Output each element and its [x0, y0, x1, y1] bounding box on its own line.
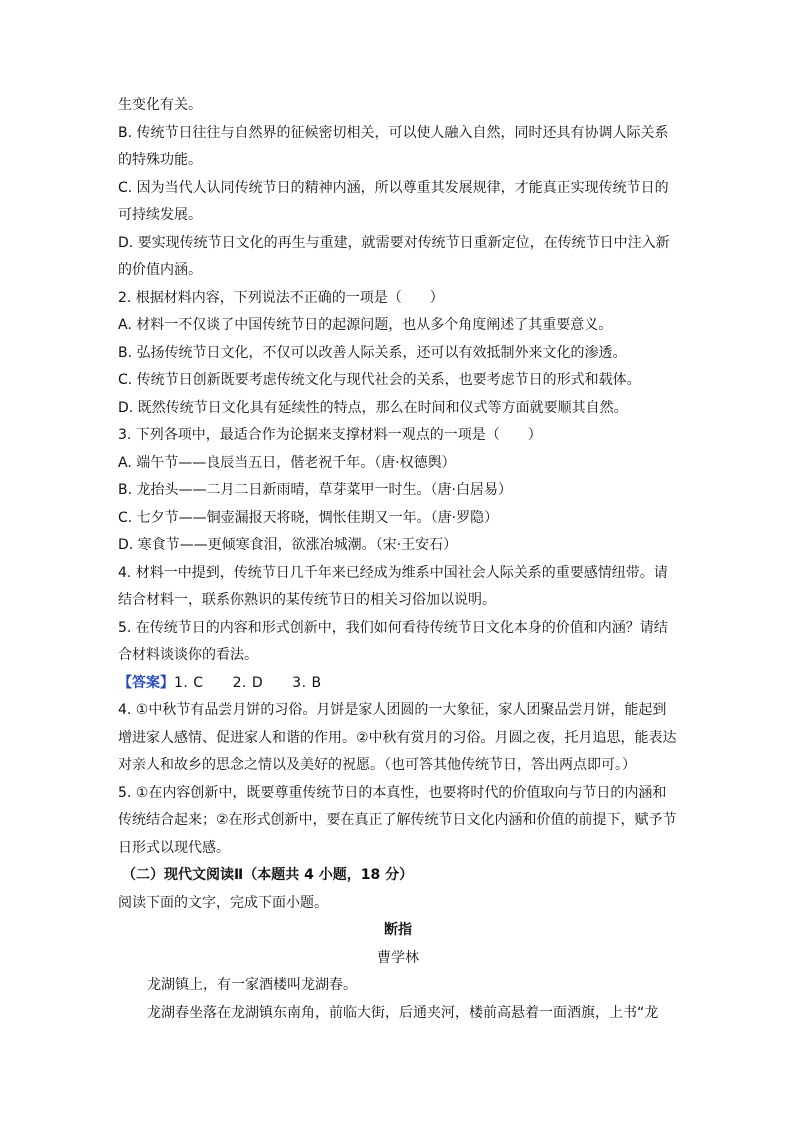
text-line: 的价值内涵。 — [118, 262, 202, 278]
option-d-line: D. 要实现传统节日文化的再生与重建，就需要对传统节日重新定位，在传统节日中注入新 — [118, 234, 670, 251]
question-4: 4. 材料一中提到，传统节日几千年来已经成为维系中国社会人际关系的重要感情纽带。请 — [118, 564, 668, 581]
question-2-option-b: B. 弘扬传统节日文化，不仅可以改善人际关系，还可以有效抵制外来文化的渗透。 — [118, 344, 627, 361]
question-3-option-a: A. 端午节——良辰当五日，偕老祝千年。（唐·权德舆） — [118, 454, 456, 471]
question-2: 2. 根据材料内容，下列说法不正确的一项是（ ） — [118, 289, 444, 306]
story-title: 断指 — [384, 922, 412, 938]
answer-tag: 【答案】 — [118, 674, 174, 691]
option-c-line: C. 因为当代人认同传统节日的精神内涵，所以尊重其发展规律，才能真正实现传统节日的 — [118, 179, 669, 196]
text-line: 可持续发展。 — [118, 207, 202, 223]
answer-4-line-3: 对亲人和故乡的思念之情以及美好的祝愿。（也可答其他传统节日，答出两点即可。） — [118, 757, 636, 773]
question-3-option-c: C. 七夕节——铜壶漏报天将晓，惆怅佳期又一年。（唐·罗隐） — [118, 509, 499, 526]
question-5: 5. 在传统节日的内容和形式创新中，我们如何看待传统节日文化本身的价值和内涵？请结 — [118, 619, 668, 636]
section-heading: （二）现代文阅读Ⅱ（本题共 4 小题，18 分） — [122, 867, 414, 883]
answer-4-line-1: 4. ①中秋节有品尝月饼的习俗。月饼是家人团圆的一大象征，家人团聚品尝月饼，能起到 — [118, 702, 667, 718]
question-3-option-b: B. 龙抬头——二月二日新雨晴，草芽菜甲一时生。（唐·白居易） — [118, 482, 512, 498]
document-page — [118, 92, 678, 1027]
option-b-line: B. 传统节日往往与自然界的征候密切相关，可以使人融入自然，同时还具有协调人际关系 — [118, 124, 669, 141]
answer-5-line-2: 传统结合起来；②在形式创新中，要在真正了解传统节日文化内涵和价值的前提下，赋予节 — [118, 812, 677, 828]
question-3: 3. 下列各项中，最适合作为论据来支撑材料一观点的一项是（ ） — [118, 427, 542, 443]
text-line: 生变化有关。 — [118, 97, 202, 113]
question-2-option-d: D. 既然传统节日文化具有延续性的特点，那么在时间和仪式等方面就要顺其自然。 — [118, 399, 628, 416]
question-5-continued: 合材料谈谈你的看法。 — [118, 647, 258, 663]
story-paragraph: 龙湖春坐落在龙湖镇东南角，前临大街，后通夹河，楼前高悬着一面酒旗，上书“龙 — [147, 1004, 659, 1021]
instruction-text: 阅读下面的文字，完成下面小题。 — [118, 894, 328, 911]
story-author: 曹学林 — [377, 949, 419, 966]
story-paragraph: 龙湖镇上，有一家酒楼叫龙湖春。 — [147, 977, 357, 993]
answer-line — [118, 670, 678, 698]
question-2-option-a: A. 材料一不仅谈了中国传统节日的起源问题，也从多个角度阐述了其重要意义。 — [118, 317, 613, 333]
answer-choices: 1. C 2. D 3. B — [174, 674, 322, 691]
text-line: 的特殊功能。 — [118, 152, 202, 168]
question-2-option-c: C. 传统节日创新既要考虑传统文化与现代社会的关系，也要考虑节日的形式和载体。 — [118, 372, 641, 388]
question-3-option-d: D. 寒食节——更倾寒食泪，欲涨冶城潮。（宋·王安石） — [118, 537, 458, 553]
question-4-continued: 结合材料一，联系你熟识的某传统节日的相关习俗加以说明。 — [118, 592, 496, 608]
answer-5-line-1: 5. ①在内容创新中，既要尊重传统节日的本真性，也要将时代的价值取向与节日的内涵和 — [118, 784, 667, 801]
answer-4-line-2: 增进家人感情、促进家人和谐的作用。②中秋有赏月的习俗。月圆之夜，托月追思，能表达 — [118, 729, 677, 746]
answer-5-line-3: 日形式以现代感。 — [118, 839, 230, 856]
